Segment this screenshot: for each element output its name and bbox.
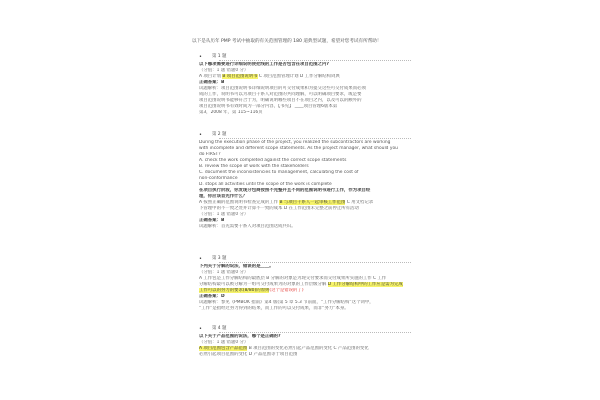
question-label: 第 2 题 [212, 132, 227, 137]
question-meta: （分值：1 题 错题0 分） [199, 340, 249, 345]
answer: 正确答案：B [199, 80, 225, 85]
explanation-line: “工作”是指经过努力得到的结果，而工作的可以交付成果，而非“努力”本身。 [199, 306, 349, 311]
answer: 正确答案：B [199, 218, 225, 223]
question-meta: （分值：1 题 错题0 分） [199, 212, 249, 217]
option-en: non-conformance [199, 176, 238, 181]
question-text: 以下哪项需要进行详细说明使把线的工作是否包含在项目范围之内? [199, 62, 329, 67]
explanation-line: 项目范围说明书能够符合于为，明确说明哪些项目不在项目之内，以及可以的额外的 [199, 98, 362, 103]
option-d-highlighted: D 工作分解结构中的工作应是需为完成 [327, 282, 403, 287]
question-text-en: with incomplete and different scope statements. As the project manager, what should you [199, 146, 398, 151]
explanation-line: 试题解析：参见《PMBOK 指南》第4 版(第 5 章 5.3 节前面，“工作分解结构”这个词中， [199, 300, 374, 305]
option-c: C 用文档记录 [345, 200, 374, 205]
option-en: D. stops all activities until the scope of the work is complete [199, 182, 332, 187]
question-2 [199, 132, 411, 230]
note-red: (这个是错误的了) [269, 288, 304, 293]
option-en: C. document the inconsistencies to management, calculating the cost of [199, 170, 359, 175]
option-a: A 项目计划 [199, 74, 221, 79]
option-rest: B 项目范围的变化必然引起产品范围的变化 C 产品范围的变化 [247, 346, 369, 351]
option-en: A. check the work completed against the correct scope statements [199, 158, 347, 163]
divider [219, 138, 411, 139]
question-text: 下列关于分解的说法，错误的是____。 [199, 264, 274, 269]
answer: 正确答案：D [199, 294, 225, 299]
question-header [199, 132, 411, 140]
option-d-highlighted: 工作可以的努力的要求(8/80)的原则 [199, 288, 270, 293]
question-meta: （分值：1 题 错题0 分） [199, 68, 249, 73]
explanation-line: 试题解析：项目范围说明书详细说明项目的可交付成果和为提交这些可交付成果而必须 [199, 86, 366, 91]
explanation-line: 试题解析：首先需要干系人对项目范围达成共识。 [199, 224, 296, 229]
explanation-line: 第3，2008 年，第 115~116页 [199, 110, 263, 115]
question-text-cn: 在项目执行阶段，你发现分包商按照不完整并且不同的范围说明书进行工作，作为项目经 [199, 188, 371, 193]
bullet-icon: • [199, 256, 202, 262]
option-a-highlighted: A 项目范围包含产品范围 [199, 346, 248, 351]
option-b-highlighted: B 与项目干系人一起审核工作范围 [279, 200, 346, 205]
option-text: 分解结构最可以被分解为一组可交付成果为的对象的工作层级分解 [199, 282, 327, 287]
option-rest: C 项目范围管理计划 D 工作分解结构词典 [257, 74, 340, 79]
divider [219, 60, 411, 61]
question-label: 第 1 题 [212, 54, 227, 59]
explanation-line: 项目范围说明书有效时间为一部分内容，【书见】 ____项目管理6版本第 [199, 104, 338, 109]
divider [219, 332, 411, 333]
question-1 [199, 54, 411, 116]
question-4 [199, 326, 411, 358]
bullet-icon: • [199, 326, 202, 332]
question-header [199, 326, 411, 334]
question-text-cn: 理，你应该首先作什么？ [199, 194, 248, 199]
question-meta: （分值：1 题 错题0 分） [199, 270, 249, 275]
option-en: B. review the scope of work with the stakeholders [199, 164, 309, 169]
question-label: 第 4 题 [212, 326, 227, 331]
option-a: A 按照正确的范围说明书检查完成的工作 [199, 200, 279, 205]
options-cn: 下管理中的不一致之处并计算不一致的成本 D 在工作范围未完整之前停止所有活动 [199, 206, 359, 211]
option-b-highlighted: B 项目范围说明书 [222, 74, 258, 79]
explanation-line: 成的工作，说明书可以为项目干系人对范围的共同理解，可以明确项目要求，或是要 [199, 92, 362, 97]
question-label: 第 3 题 [212, 256, 227, 261]
question-header [199, 54, 411, 62]
question-header [199, 256, 411, 264]
question-text-en: do FIRST? [199, 152, 221, 157]
bullet-icon: • [199, 132, 202, 138]
question-text: 以下关于产品范围的说法，哪个是正确的? [199, 334, 281, 339]
bullet-icon: • [199, 54, 202, 60]
question-3 [199, 256, 411, 312]
options: A 工作包是工作分解结构的最底层 B 分解的对象是为现交付要求而交付成果所实施的工作 C 工作 [199, 276, 387, 281]
question-text-en: During the execution phase of the project, you realized the subcontractors are working [199, 140, 391, 145]
divider [219, 262, 411, 263]
options: 必然引起项目范围的变化 D 产品范围等于项目范围 [199, 352, 298, 357]
intro-text: 以下是从历年 PMP 考试中抽取的有关范围管理的 180 道典型试题，希望对您考试有所帮助！ [192, 39, 382, 44]
